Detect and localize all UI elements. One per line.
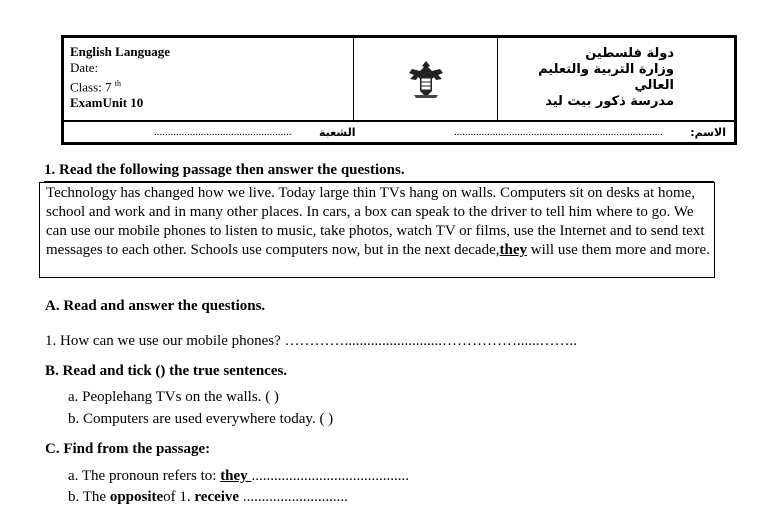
header-english-info [64,38,354,120]
section-b-item-a: a. Peoplehang TVs on the walls. ( ) [68,389,279,405]
exam-header [61,35,737,145]
exam-label: ExamUnit 10 [70,95,144,111]
branch-label: الشعبة [319,126,356,139]
passage-they: they [499,242,527,258]
state-label: دولة فلسطين [585,46,674,61]
branch-field[interactable]: .................................................. [154,126,292,138]
header-row [64,38,734,122]
section-c-item-b: b. The oppositeof 1. receive ............................ [68,489,348,505]
section-b-item-b: b. Computers are used everywhere today. ( ) [68,411,334,427]
class-label: Class: 7 $^{th}$ [70,79,122,95]
section-a-title: A. Read and answer the questions. [45,298,266,314]
name-field[interactable]: ............................................................................ [454,126,663,138]
eagle-emblem-icon [406,57,446,101]
reading-passage: Technology has changed how we live. Today large thin TVs hang on walls. Computers sit on desks at home, school and work and in many other places. In cars, a box can speak to the driver to tell him where to go. We can use our mobile phones to listen to music, take photos, watch TV or films, use the Internet and to send text messages to each other. Schools use computers now, but in the next decade,they will use them more and more. [39,182,715,278]
header-arabic-info [497,38,734,120]
ministry-label: وزارة التربية والتعليم العالي [538,62,674,93]
question-1-title: 1. Read the following passage then answer the questions. [44,162,405,178]
school-label: مدرسة ذكور بيت ليد [545,94,674,109]
date-label: Date: [70,60,99,75]
section-c-item-a: a. The pronoun refers to: they .......................................... [68,468,409,484]
student-info-row [64,124,734,142]
section-a-question-1: 1. How can we use our mobile phones? …………..........................……………......…….. [45,333,578,349]
name-label: الاسم: [690,126,726,139]
subject-label: English Language [70,44,171,59]
palestine-emblem [354,38,498,120]
section-c-title: C. Find from the passage: [45,441,211,457]
section-b-title: B. Read and tick () the true sentences. [45,363,288,379]
